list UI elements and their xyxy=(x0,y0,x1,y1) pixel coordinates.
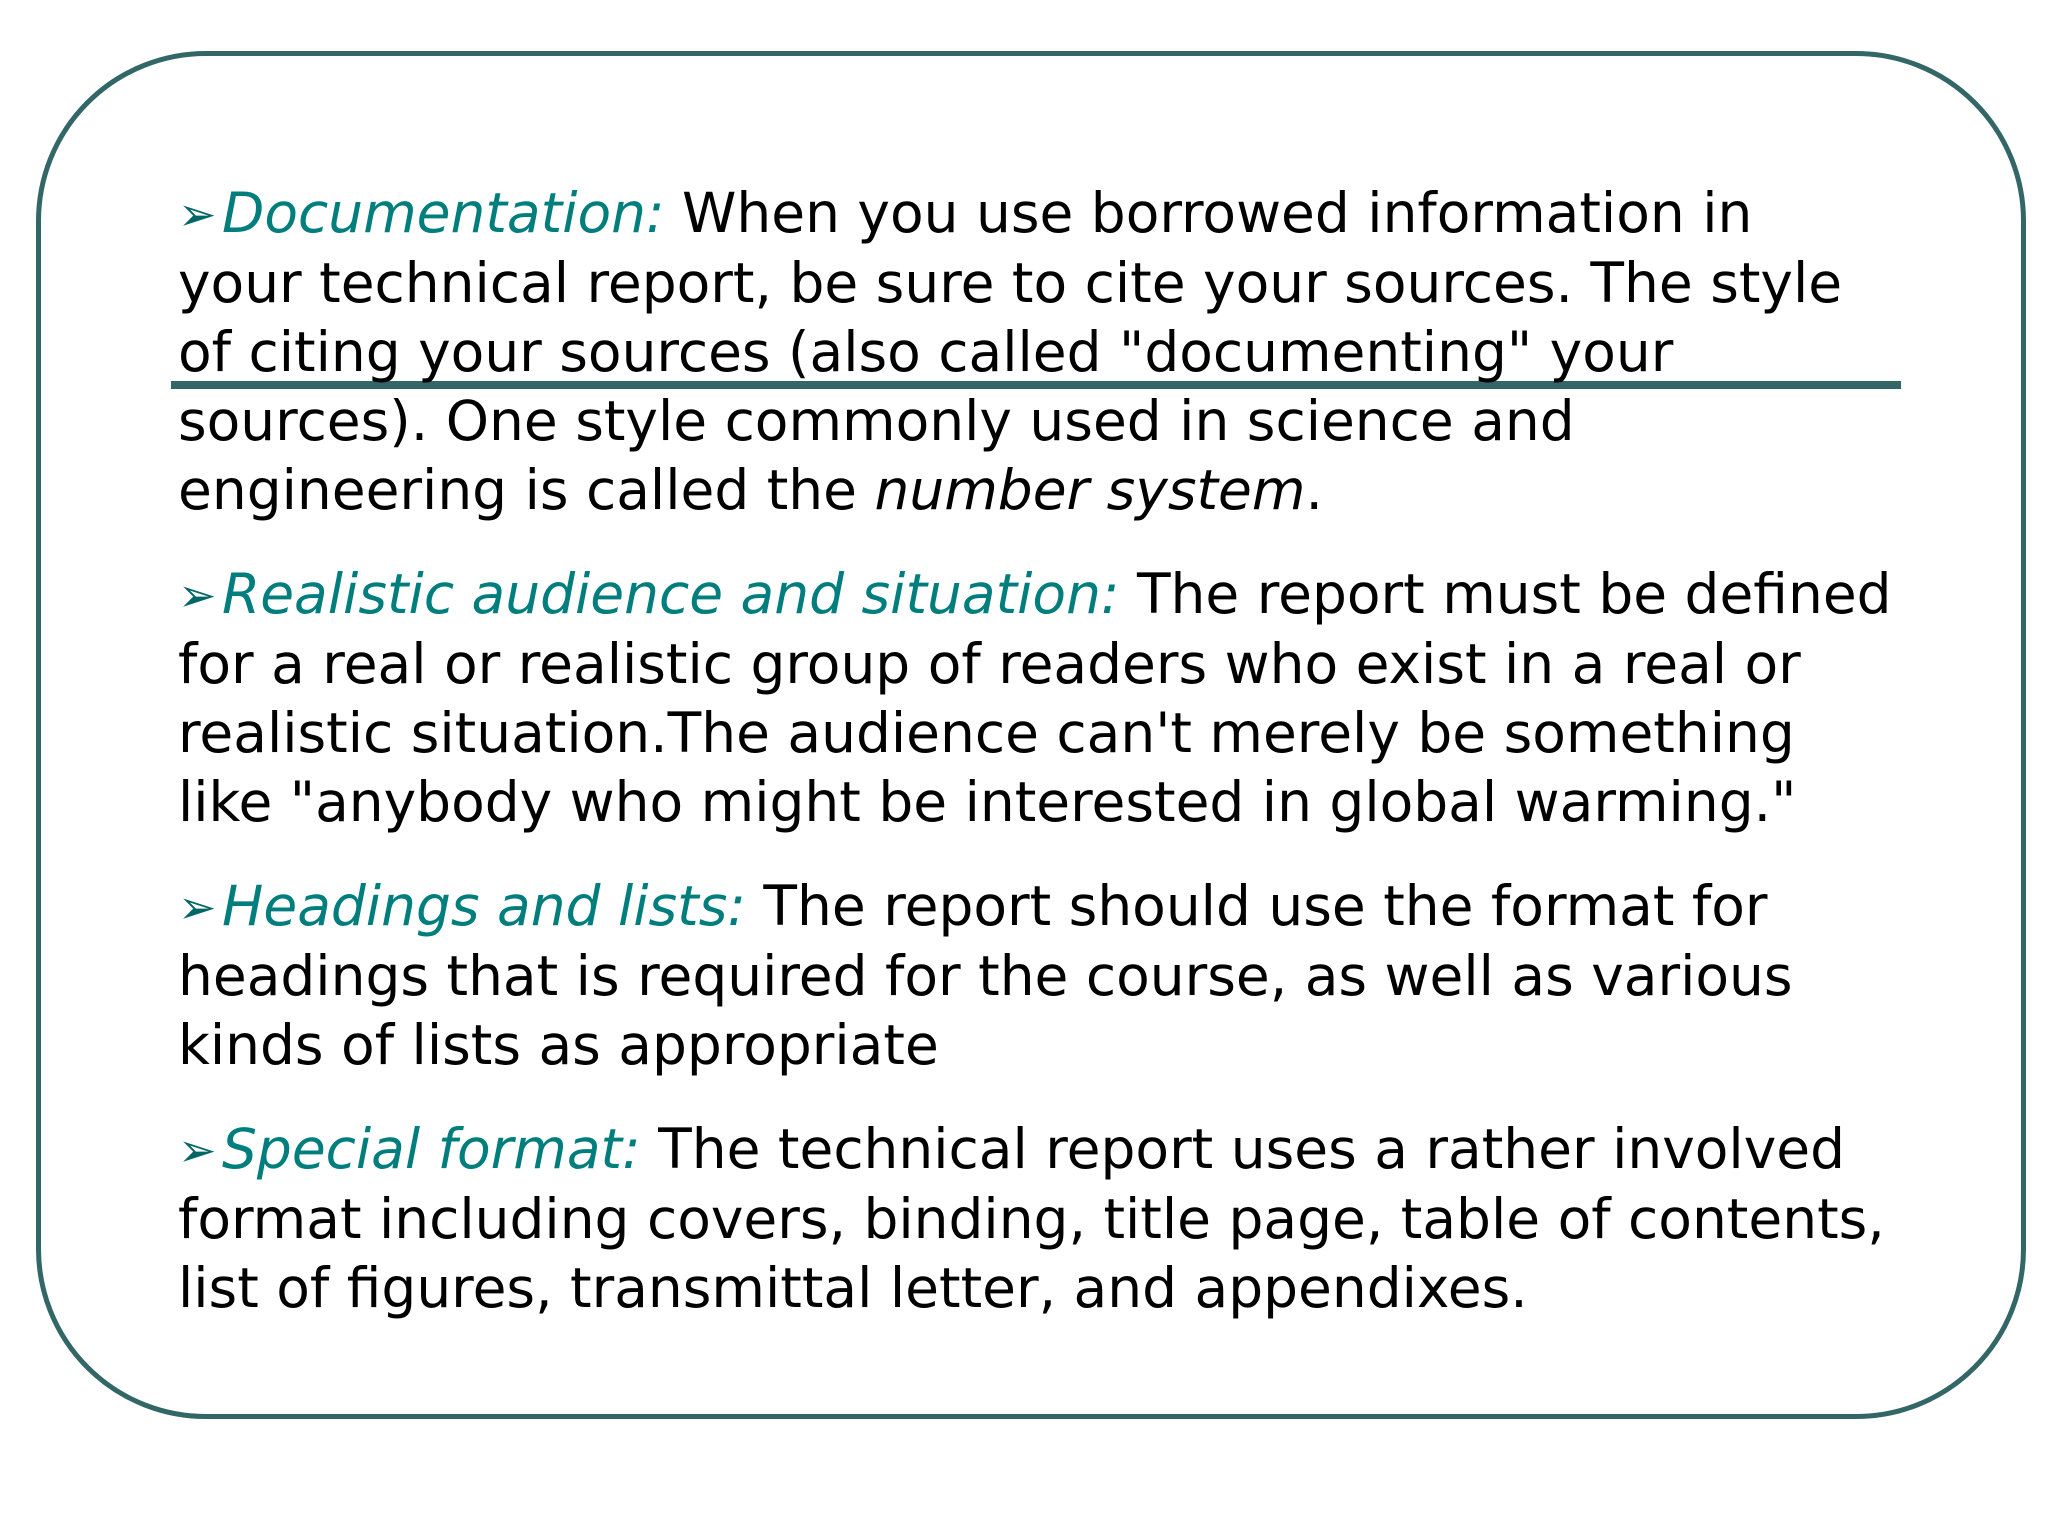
bullet-term: Documentation: xyxy=(222,181,665,245)
arrow-bullet-icon: ➢ xyxy=(178,187,217,241)
bullet-line: for a real or realistic group of readers who exist in a real or xyxy=(178,632,1801,696)
bullet-line: kinds of lists as appropriate xyxy=(178,1013,939,1077)
bullet-text: The report should use the format for xyxy=(745,874,1768,938)
bullet-headings xyxy=(178,872,1968,1080)
bullet-term: Headings and lists: xyxy=(222,874,746,938)
bullet-line: format including covers, binding, title page, table of contents, xyxy=(178,1187,1885,1251)
bullet-text: When you use borrowed information in xyxy=(664,181,1753,245)
bullet-term: Realistic audience and situation: xyxy=(222,562,1120,626)
bullet-line xyxy=(178,1115,1968,1185)
bullet-text: The technical report uses a rather involved xyxy=(640,1117,1845,1181)
bullet-line xyxy=(178,872,1968,942)
arrow-bullet-icon: ➢ xyxy=(178,880,217,934)
bullet-line: of citing your sources (also called "documenting" your xyxy=(178,320,1674,384)
bullet-text: . xyxy=(1305,458,1323,522)
bullet-line: like "anybody who might be interested in global warming." xyxy=(178,770,1797,834)
slide-body xyxy=(178,179,1968,1358)
bullet-line xyxy=(178,456,1968,525)
bullet-text: The report must be defined xyxy=(1119,562,1892,626)
arrow-bullet-icon: ➢ xyxy=(178,568,217,622)
bullet-text: engineering is called the xyxy=(178,458,875,522)
arrow-bullet-icon: ➢ xyxy=(178,1123,217,1177)
bullet-line: realistic situation.The audience can't merely be something xyxy=(178,701,1795,765)
bullet-documentation xyxy=(178,179,1968,525)
bullet-line xyxy=(178,560,1968,630)
bullet-special-format xyxy=(178,1115,1968,1323)
bullet-line: list of figures, transmittal letter, and appendixes. xyxy=(178,1256,1528,1320)
emphasized-text: number system xyxy=(874,458,1306,522)
bullet-line: sources). One style commonly used in science and xyxy=(178,389,1575,453)
bullet-line: headings that is required for the course, as well as various xyxy=(178,944,1793,1008)
bullet-line xyxy=(178,179,1968,249)
bullet-audience xyxy=(178,560,1968,837)
bullet-term: Special format: xyxy=(222,1117,641,1181)
bullet-line: your technical report, be sure to cite your sources. The style xyxy=(178,251,1843,315)
